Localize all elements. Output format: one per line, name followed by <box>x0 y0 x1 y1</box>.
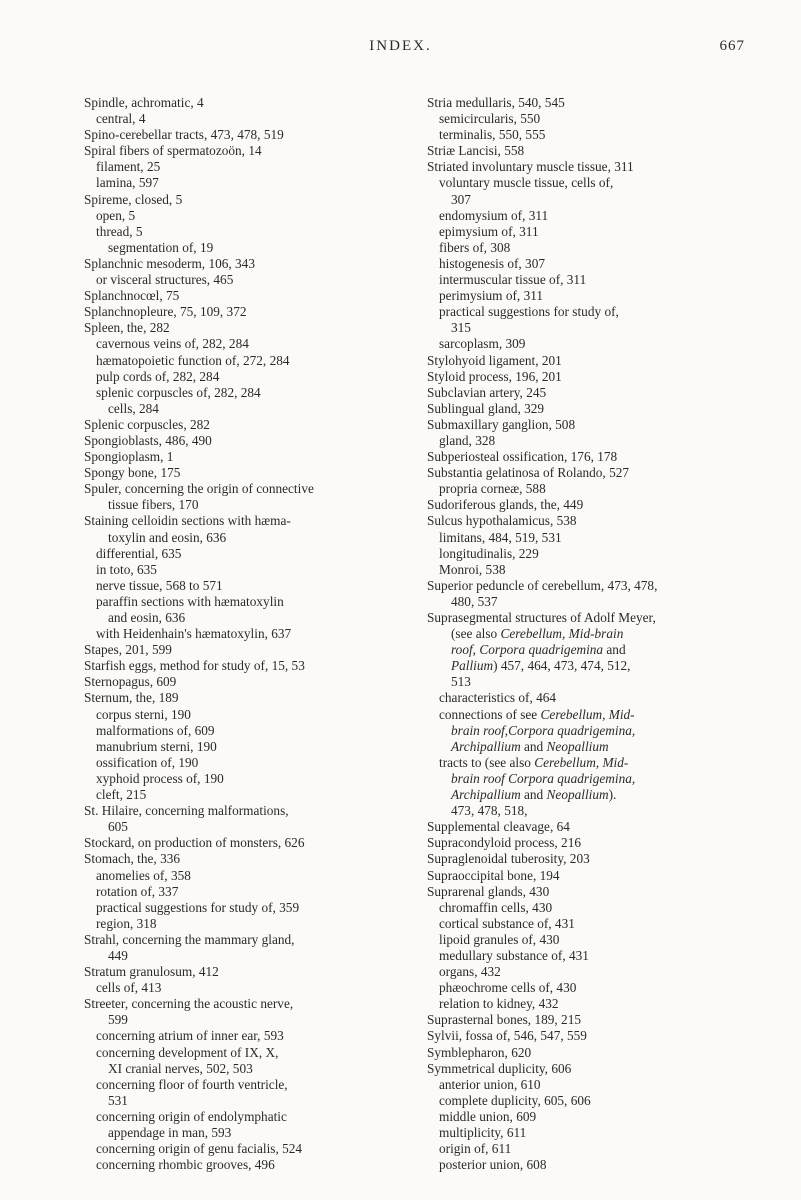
index-entry: XI cranial nerves, 502, 503 <box>108 1060 253 1076</box>
index-entry: practical suggestions for study of, <box>439 304 619 320</box>
index-column-left <box>84 95 424 1173</box>
entry-italic-text: Neopallium <box>546 738 609 754</box>
index-entry: chromaffin cells, 430 <box>439 899 553 915</box>
index-entry: Sternopagus, 609 <box>84 674 177 690</box>
index-entry: voluntary muscle tissue, cells of, <box>439 175 614 191</box>
index-entry: Supplemental cleavage, 64 <box>427 819 570 835</box>
index-entry: Stylohyoid ligament, 201 <box>427 352 562 368</box>
index-entry: filament, 25 <box>96 159 161 175</box>
index-entry: and eosin, 636 <box>108 610 186 625</box>
index-entry: Sternum, the, 189 <box>84 690 179 706</box>
index-entry: lipoid granules of, 430 <box>439 931 560 947</box>
index-entry: malformations of, 609 <box>96 722 215 738</box>
index-entry: Spindle, achromatic, 4 <box>84 95 204 110</box>
index-entry: Supracondyloid process, 216 <box>427 835 581 851</box>
index-entry: relation to kidney, 432 <box>439 996 559 1012</box>
index-entry: gland, 328 <box>439 432 496 448</box>
index-entry: cells, 284 <box>108 400 159 416</box>
index-entry: 307 <box>451 191 471 207</box>
index-entry: Spongioplasm, 1 <box>84 449 174 465</box>
entry-italic-text: Archipallium <box>451 738 521 754</box>
entry-text: connections of see <box>439 706 541 722</box>
index-entry: Sulcus hypothalamicus, 538 <box>427 513 577 529</box>
index-entry: cavernous veins of, 282, 284 <box>96 336 249 352</box>
index-entry: toxylin and eosin, 636 <box>108 529 227 545</box>
index-entry: posterior union, 608 <box>439 1157 547 1173</box>
entry-italic-text: Neopallium <box>546 787 609 803</box>
index-entry: nerve tissue, 568 to 571 <box>96 577 223 593</box>
index-entry: medullary substance of, 431 <box>439 947 589 963</box>
entry-italic-text: Pallium <box>451 658 494 674</box>
index-entry: or visceral structures, 465 <box>96 272 234 288</box>
entry-text: and <box>520 787 547 803</box>
index-entry: in toto, 635 <box>96 561 157 577</box>
entry-italic-text: brain roof,Corpora quadrigemina, <box>451 722 636 738</box>
index-entry: Stomach, the, 336 <box>84 851 181 867</box>
index-entry: complete duplicity, 605, 606 <box>439 1092 591 1108</box>
entry-italic-text: Cerebellum, Mid- <box>540 706 635 722</box>
entry-italic-text: brain roof Corpora quadrigemina, <box>451 770 636 786</box>
entry-text: (see also <box>451 626 501 642</box>
entry-italic-text: roof, Corpora quadrigemina <box>451 642 604 658</box>
index-entry: Spiral fibers of spermatozoön, 14 <box>84 143 262 159</box>
index-entry: 513 <box>451 674 471 690</box>
index-entry: Splenic corpuscles, 282 <box>84 416 210 432</box>
index-entry: endomysium of, 311 <box>439 207 549 223</box>
index-entry: concerning origin of genu facialis, 524 <box>96 1141 303 1157</box>
index-entry <box>427 739 772 755</box>
index-entry: concerning development of IX, X, <box>96 1044 279 1060</box>
index-entry: anterior union, 610 <box>439 1076 541 1092</box>
index-entry: cleft, 215 <box>96 787 147 803</box>
index-entry: segmentation of, 19 <box>108 239 214 255</box>
index-entry: concerning origin of endolymphatic <box>96 1108 287 1124</box>
index-entry: Substantia gelatinosa of Rolando, 527 <box>427 465 630 481</box>
index-entry: concerning rhombic grooves, 496 <box>96 1157 275 1173</box>
index-entry: 449 <box>108 947 128 963</box>
index-entry: 599 <box>108 1012 128 1028</box>
entry-italic-text: Cerebellum, Mid-brain <box>500 626 624 642</box>
index-entry: epimysium of, 311 <box>439 223 539 239</box>
index-entry: semicircularis, 550 <box>439 111 541 127</box>
index-entry: propria corneæ, 588 <box>439 481 546 497</box>
index-entry: Spongioblasts, 486, 490 <box>84 432 212 448</box>
index-entry: Spino-cerebellar tracts, 473, 478, 519 <box>84 127 284 143</box>
index-entry: rotation of, 337 <box>96 883 179 899</box>
index-entry: xyphoid process of, 190 <box>96 770 224 786</box>
index-entry: organs, 432 <box>439 964 501 980</box>
index-entry: phæochrome cells of, 430 <box>439 980 577 996</box>
index-entry: limitans, 484, 519, 531 <box>439 529 562 545</box>
index-entry: Strahl, concerning the mammary gland, <box>84 931 295 947</box>
index-entry <box>427 658 772 674</box>
entry-italic-text: Archipallium <box>451 787 521 803</box>
index-entry: Stratum granulosum, 412 <box>84 964 219 980</box>
index-entry: Supraglenoidal tuberosity, 203 <box>427 851 590 867</box>
index-entry: Striæ Lancisi, 558 <box>427 143 525 159</box>
index-entry: corpus sterni, 190 <box>96 706 191 722</box>
index-entry: central, 4 <box>96 111 146 127</box>
index-entry <box>427 707 772 723</box>
index-entry: 605 <box>108 819 128 835</box>
index-entry: perimysium of, 311 <box>439 288 544 304</box>
index-entry: Subclavian artery, 245 <box>427 384 547 400</box>
index-entry: Monroi, 538 <box>439 561 506 577</box>
index-entry: lamina, 597 <box>96 175 159 191</box>
index-entry: sarcoplasm, 309 <box>439 336 526 352</box>
index-entry: Superior peduncle of cerebellum, 473, 478, <box>427 577 658 593</box>
index-entry: manubrium sterni, 190 <box>96 738 217 754</box>
index-entry: Starfish eggs, method for study of, 15, 53 <box>84 658 305 674</box>
index-entry: fibers of, 308 <box>439 239 511 255</box>
index-entry <box>427 723 772 739</box>
index-entry: ossification of, 190 <box>96 754 199 770</box>
index-entry: cells of, 413 <box>96 980 162 996</box>
index-entry: Stria medullaris, 540, 545 <box>427 95 565 110</box>
index-entry: Sublingual gland, 329 <box>427 400 545 416</box>
index-entry: Symblepharon, 620 <box>427 1044 532 1060</box>
index-entry: Staining celloidin sections with hæma- <box>84 513 291 529</box>
entry-text: ) 457, 464, 473, 474, 512, <box>493 658 631 674</box>
index-column-right <box>427 95 772 1173</box>
index-entry: 315 <box>451 320 471 336</box>
index-entry: paraffin sections with hæmatoxylin <box>96 593 284 609</box>
index-entry: Spireme, closed, 5 <box>84 191 183 207</box>
index-entry: Spongy bone, 175 <box>84 465 181 481</box>
index-entry: Suprasegmental structures of Adolf Meyer, <box>427 610 656 625</box>
index-entry: anomelies of, 358 <box>96 867 191 883</box>
index-entry: splenic corpuscles of, 282, 284 <box>96 384 261 400</box>
index-entry <box>427 787 772 803</box>
index-entry: St. Hilaire, concerning malformations, <box>84 803 289 819</box>
index-entry: Suprasternal bones, 189, 215 <box>427 1012 581 1028</box>
index-entry: concerning floor of fourth ventricle, <box>96 1076 288 1092</box>
index-entry: 531 <box>108 1092 128 1108</box>
index-entry: Symmetrical duplicity, 606 <box>427 1060 572 1076</box>
index-entry <box>427 642 772 658</box>
index-entry: Suprarenal glands, 430 <box>427 883 550 899</box>
index-entry: 480, 537 <box>451 593 498 609</box>
entry-text: tracts to (see also <box>439 754 535 770</box>
index-entry <box>427 626 772 642</box>
index-entry: Stockard, on production of monsters, 626 <box>84 835 305 851</box>
index-entry: origin of, 611 <box>439 1141 512 1157</box>
index-entry: appendage in man, 593 <box>108 1125 232 1140</box>
index-entry: intermuscular tissue of, 311 <box>439 272 587 288</box>
index-entry: open, 5 <box>96 207 136 223</box>
index-entry: Sudoriferous glands, the, 449 <box>427 497 584 513</box>
index-entry <box>427 771 772 787</box>
index-entry: multiplicity, 611 <box>439 1125 527 1140</box>
index-entry: Streeter, concerning the acoustic nerve, <box>84 996 294 1012</box>
page-header <box>0 38 801 64</box>
index-entry: Splanchnocœl, 75 <box>84 288 180 304</box>
index-entry: thread, 5 <box>96 223 143 239</box>
index-entry: with Heidenhain's hæmatoxylin, 637 <box>96 626 292 642</box>
index-entry: tissue fibers, 170 <box>108 497 199 513</box>
index-entry: terminalis, 550, 555 <box>439 127 546 143</box>
index-entry: Styloid process, 196, 201 <box>427 368 562 384</box>
index-entry: longitudinalis, 229 <box>439 545 539 561</box>
index-entry: concerning atrium of inner ear, 593 <box>96 1028 284 1044</box>
index-entry: hæmatopoietic function of, 272, 284 <box>96 352 290 368</box>
index-entry: practical suggestions for study of, 359 <box>96 899 300 915</box>
index-entry: Sylvii, fossa of, 546, 547, 559 <box>427 1028 587 1044</box>
index-entry: Supraoccipital bone, 194 <box>427 867 560 883</box>
running-title: INDEX. <box>369 38 432 54</box>
index-entry: characteristics of, 464 <box>439 690 557 706</box>
index-entry: Splanchnic mesoderm, 106, 343 <box>84 255 255 271</box>
entry-italic-text: Cerebellum, Mid- <box>534 754 629 770</box>
index-entry: cortical substance of, 431 <box>439 915 575 931</box>
entry-text: and <box>603 642 626 658</box>
index-entry: Spleen, the, 282 <box>84 320 170 336</box>
index-entry: pulp cords of, 282, 284 <box>96 368 220 384</box>
entry-text: ). <box>608 787 617 803</box>
index-entry: Stapes, 201, 599 <box>84 642 172 658</box>
index-entry: Submaxillary ganglion, 508 <box>427 416 576 432</box>
index-entry: region, 318 <box>96 915 157 931</box>
index-entry <box>427 755 772 771</box>
index-entry: 473, 478, 518, <box>451 803 528 819</box>
index-entry: Subperiosteal ossification, 176, 178 <box>427 449 618 465</box>
index-entry: Splanchnopleure, 75, 109, 372 <box>84 304 247 320</box>
index-entry: histogenesis of, 307 <box>439 255 545 271</box>
page-number: 667 <box>719 38 745 54</box>
index-entry: differential, 635 <box>96 545 182 561</box>
index-entry: middle union, 609 <box>439 1108 537 1124</box>
index-entry: Spuler, concerning the origin of connective <box>84 481 314 497</box>
entry-text: and <box>520 738 547 754</box>
index-entry: Striated involuntary muscle tissue, 311 <box>427 159 634 175</box>
